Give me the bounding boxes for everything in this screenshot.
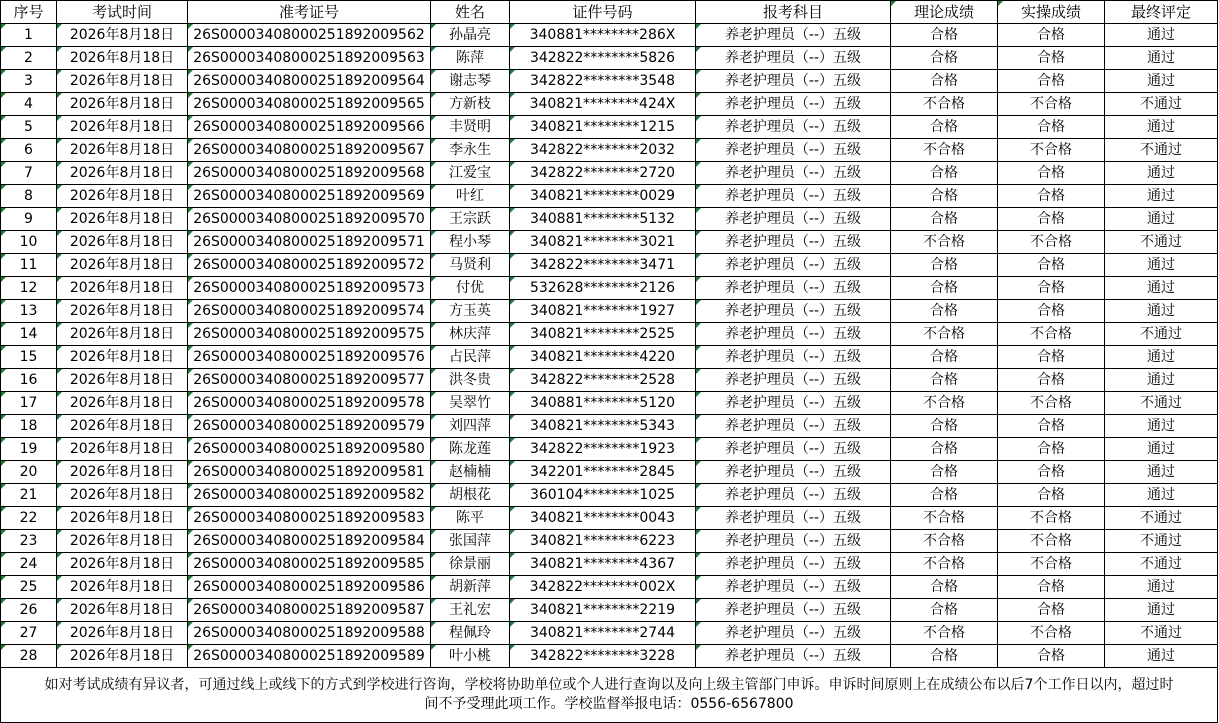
table-row (1, 208, 1218, 231)
cell-subject[interactable]: 养老护理员（--）五级 (696, 300, 891, 323)
header-cell-exam-date[interactable]: 考试时间 (57, 1, 188, 24)
cell-theory-score[interactable]: 不合格 (891, 392, 998, 415)
cell-practical-score[interactable]: 合格 (998, 185, 1105, 208)
table-row (1, 300, 1218, 323)
cell-final-result[interactable]: 通过 (1105, 162, 1218, 185)
cell-index[interactable]: 4 (1, 93, 57, 116)
cell-id-number[interactable]: 340821********0043 (510, 507, 696, 530)
cell-practical-score[interactable]: 不合格 (998, 231, 1105, 254)
cell-subject[interactable]: 养老护理员（--）五级 (696, 576, 891, 599)
cell-practical-score[interactable]: 合格 (998, 300, 1105, 323)
cell-ticket-number[interactable]: 26S00003408000251892009588 (188, 622, 431, 645)
note-text[interactable]: 如对考试成绩有异议者，可通过线上或线下的方式到学校进行咨询，学校将协助单位或个人进行查询以及向上级主管部门申诉。申诉时间原则上在成绩公布以后7个工作日以内，超过时间不予受理此项工作。学校监督举报电话：0556-6567800 (1, 668, 1218, 723)
cell-subject[interactable]: 养老护理员（--）五级 (696, 93, 891, 116)
cell-theory-score[interactable]: 合格 (891, 277, 998, 300)
cell-id-number[interactable]: 340821********424X (510, 93, 696, 116)
table-row (1, 254, 1218, 277)
cell-practical-score[interactable]: 合格 (998, 24, 1105, 47)
cell-name[interactable]: 江爱宝 (431, 162, 510, 185)
cell-theory-score[interactable]: 合格 (891, 208, 998, 231)
cell-theory-score[interactable]: 不合格 (891, 93, 998, 116)
cell-index[interactable]: 19 (1, 438, 57, 461)
cell-ticket-number[interactable]: 26S00003408000251892009564 (188, 70, 431, 93)
cell-id-number[interactable]: 340821********3021 (510, 231, 696, 254)
cell-name[interactable]: 李永生 (431, 139, 510, 162)
cell-theory-score[interactable]: 不合格 (891, 553, 998, 576)
cell-theory-score[interactable]: 合格 (891, 162, 998, 185)
cell-id-number[interactable]: 342822********1923 (510, 438, 696, 461)
header-cell-ticket-number[interactable]: 准考证号 (188, 1, 431, 24)
cell-theory-score[interactable]: 合格 (891, 300, 998, 323)
table-row (1, 139, 1218, 162)
cell-id-number[interactable]: 340881********5120 (510, 392, 696, 415)
cell-name[interactable]: 张国萍 (431, 530, 510, 553)
table-row (1, 553, 1218, 576)
cell-name[interactable]: 吴翠竹 (431, 392, 510, 415)
cell-ticket-number[interactable]: 26S00003408000251892009589 (188, 645, 431, 668)
cell-exam-date[interactable]: 2026年8月18日 (57, 392, 188, 415)
cell-index[interactable]: 12 (1, 277, 57, 300)
cell-name[interactable]: 王礼宏 (431, 599, 510, 622)
cell-theory-score[interactable]: 不合格 (891, 231, 998, 254)
cell-final-result[interactable]: 不通过 (1105, 553, 1218, 576)
cell-theory-score[interactable]: 合格 (891, 415, 998, 438)
cell-index[interactable]: 22 (1, 507, 57, 530)
cell-exam-date[interactable]: 2026年8月18日 (57, 622, 188, 645)
cell-final-result[interactable]: 不通过 (1105, 231, 1218, 254)
cell-ticket-number[interactable]: 26S00003408000251892009579 (188, 415, 431, 438)
cell-final-result[interactable]: 不通过 (1105, 93, 1218, 116)
cell-index[interactable]: 1 (1, 24, 57, 47)
cell-id-number[interactable]: 340821********0029 (510, 185, 696, 208)
cell-subject[interactable]: 养老护理员（--）五级 (696, 530, 891, 553)
cell-final-result[interactable]: 通过 (1105, 576, 1218, 599)
cell-subject[interactable]: 养老护理员（--）五级 (696, 47, 891, 70)
cell-final-result[interactable]: 通过 (1105, 415, 1218, 438)
cell-name[interactable]: 占民萍 (431, 346, 510, 369)
cell-theory-score[interactable]: 合格 (891, 47, 998, 70)
cell-id-number[interactable]: 340821********2219 (510, 599, 696, 622)
cell-subject[interactable]: 养老护理员（--）五级 (696, 24, 891, 47)
table-row (1, 484, 1218, 507)
cell-ticket-number[interactable]: 26S00003408000251892009566 (188, 116, 431, 139)
cell-theory-score[interactable]: 不合格 (891, 622, 998, 645)
cell-subject[interactable]: 养老护理员（--）五级 (696, 162, 891, 185)
cell-subject[interactable]: 养老护理员（--）五级 (696, 185, 891, 208)
cell-name[interactable]: 陈龙莲 (431, 438, 510, 461)
cell-id-number[interactable]: 360104********1025 (510, 484, 696, 507)
cell-ticket-number[interactable]: 26S00003408000251892009572 (188, 254, 431, 277)
cell-name[interactable]: 方玉英 (431, 300, 510, 323)
table-row (1, 346, 1218, 369)
cell-id-number[interactable]: 342822********3471 (510, 254, 696, 277)
cell-theory-score[interactable]: 合格 (891, 369, 998, 392)
cell-index[interactable]: 28 (1, 645, 57, 668)
cell-index[interactable]: 18 (1, 415, 57, 438)
cell-exam-date[interactable]: 2026年8月18日 (57, 208, 188, 231)
cell-ticket-number[interactable]: 26S00003408000251892009581 (188, 461, 431, 484)
cell-subject[interactable]: 养老护理员（--）五级 (696, 116, 891, 139)
cell-final-result[interactable]: 通过 (1105, 346, 1218, 369)
cell-theory-score[interactable]: 不合格 (891, 323, 998, 346)
cell-id-number[interactable]: 342822********3228 (510, 645, 696, 668)
table-row (1, 323, 1218, 346)
cell-practical-score[interactable]: 合格 (998, 369, 1105, 392)
header-cell-subject[interactable]: 报考科目 (696, 1, 891, 24)
cell-id-number[interactable]: 340821********1927 (510, 300, 696, 323)
cell-practical-score[interactable]: 合格 (998, 415, 1105, 438)
cell-name[interactable]: 叶红 (431, 185, 510, 208)
cell-index[interactable]: 5 (1, 116, 57, 139)
cell-final-result[interactable]: 不通过 (1105, 323, 1218, 346)
cell-exam-date[interactable]: 2026年8月18日 (57, 24, 188, 47)
cell-theory-score[interactable]: 合格 (891, 185, 998, 208)
cell-exam-date[interactable]: 2026年8月18日 (57, 346, 188, 369)
header-row (1, 1, 1218, 24)
cell-ticket-number[interactable]: 26S00003408000251892009568 (188, 162, 431, 185)
cell-final-result[interactable]: 通过 (1105, 24, 1218, 47)
cell-theory-score[interactable]: 合格 (891, 70, 998, 93)
cell-practical-score[interactable]: 不合格 (998, 392, 1105, 415)
cell-practical-score[interactable]: 合格 (998, 461, 1105, 484)
cell-subject[interactable]: 养老护理员（--）五级 (696, 139, 891, 162)
cell-id-number[interactable]: 340821********2744 (510, 622, 696, 645)
header-cell-final-result[interactable]: 最终评定 (1105, 1, 1218, 24)
table-row (1, 438, 1218, 461)
cell-name[interactable]: 林庆萍 (431, 323, 510, 346)
cell-ticket-number[interactable]: 26S00003408000251892009586 (188, 576, 431, 599)
cell-practical-score[interactable]: 不合格 (998, 622, 1105, 645)
header-cell-index[interactable]: 序号 (1, 1, 57, 24)
cell-id-number[interactable]: 342822********3548 (510, 70, 696, 93)
cell-index[interactable]: 6 (1, 139, 57, 162)
cell-theory-score[interactable]: 合格 (891, 576, 998, 599)
cell-practical-score[interactable]: 不合格 (998, 507, 1105, 530)
cell-index[interactable]: 23 (1, 530, 57, 553)
cell-index[interactable]: 13 (1, 300, 57, 323)
cell-practical-score[interactable]: 合格 (998, 576, 1105, 599)
cell-subject[interactable]: 养老护理员（--）五级 (696, 70, 891, 93)
cell-final-result[interactable]: 通过 (1105, 185, 1218, 208)
cell-index[interactable]: 27 (1, 622, 57, 645)
cell-name[interactable]: 程小琴 (431, 231, 510, 254)
cell-id-number[interactable]: 340821********2525 (510, 323, 696, 346)
cell-practical-score[interactable]: 合格 (998, 162, 1105, 185)
cell-exam-date[interactable]: 2026年8月18日 (57, 139, 188, 162)
cell-ticket-number[interactable]: 26S00003408000251892009580 (188, 438, 431, 461)
table-row (1, 645, 1218, 668)
cell-final-result[interactable]: 不通过 (1105, 507, 1218, 530)
cell-subject[interactable]: 养老护理员（--）五级 (696, 231, 891, 254)
cell-name[interactable]: 胡新萍 (431, 576, 510, 599)
cell-name[interactable]: 王宗跃 (431, 208, 510, 231)
cell-exam-date[interactable]: 2026年8月18日 (57, 645, 188, 668)
cell-theory-score[interactable]: 合格 (891, 599, 998, 622)
cell-exam-date[interactable]: 2026年8月18日 (57, 415, 188, 438)
cell-ticket-number[interactable]: 26S00003408000251892009574 (188, 300, 431, 323)
cell-theory-score[interactable]: 不合格 (891, 530, 998, 553)
cell-id-number[interactable]: 342822********5826 (510, 47, 696, 70)
table-row (1, 93, 1218, 116)
table-row (1, 622, 1218, 645)
cell-practical-score[interactable]: 合格 (998, 47, 1105, 70)
table-row (1, 392, 1218, 415)
cell-practical-score[interactable]: 合格 (998, 254, 1105, 277)
cell-index[interactable]: 2 (1, 47, 57, 70)
cell-index[interactable]: 25 (1, 576, 57, 599)
cell-id-number[interactable]: 340881********5132 (510, 208, 696, 231)
header-cell-theory-score[interactable]: 理论成绩 (891, 1, 998, 24)
cell-theory-score[interactable]: 合格 (891, 254, 998, 277)
cell-ticket-number[interactable]: 26S00003408000251892009571 (188, 231, 431, 254)
cell-final-result[interactable]: 通过 (1105, 438, 1218, 461)
cell-index[interactable]: 10 (1, 231, 57, 254)
table-row (1, 415, 1218, 438)
cell-index[interactable]: 21 (1, 484, 57, 507)
cell-final-result[interactable]: 不通过 (1105, 530, 1218, 553)
cell-index[interactable]: 3 (1, 70, 57, 93)
cell-id-number[interactable]: 340821********5343 (510, 415, 696, 438)
table-row (1, 461, 1218, 484)
cell-name[interactable]: 付优 (431, 277, 510, 300)
cell-subject[interactable]: 养老护理员（--）五级 (696, 254, 891, 277)
cell-final-result[interactable]: 不通过 (1105, 139, 1218, 162)
cell-name[interactable]: 陈平 (431, 507, 510, 530)
cell-index[interactable]: 16 (1, 369, 57, 392)
cell-name[interactable]: 徐景丽 (431, 553, 510, 576)
note-row (1, 668, 1218, 723)
cell-practical-score[interactable]: 合格 (998, 277, 1105, 300)
cell-exam-date[interactable]: 2026年8月18日 (57, 185, 188, 208)
cell-ticket-number[interactable]: 26S00003408000251892009583 (188, 507, 431, 530)
cell-subject[interactable]: 养老护理员（--）五级 (696, 208, 891, 231)
cell-practical-score[interactable]: 合格 (998, 116, 1105, 139)
cell-exam-date[interactable]: 2026年8月18日 (57, 438, 188, 461)
cell-practical-score[interactable]: 合格 (998, 645, 1105, 668)
table-row (1, 185, 1218, 208)
cell-ticket-number[interactable]: 26S00003408000251892009577 (188, 369, 431, 392)
cell-practical-score[interactable]: 合格 (998, 438, 1105, 461)
cell-subject[interactable]: 养老护理员（--）五级 (696, 277, 891, 300)
cell-id-number[interactable]: 342201********2845 (510, 461, 696, 484)
cell-index[interactable]: 7 (1, 162, 57, 185)
cell-subject[interactable]: 养老护理员（--）五级 (696, 415, 891, 438)
cell-name[interactable]: 刘四萍 (431, 415, 510, 438)
cell-subject[interactable]: 养老护理员（--）五级 (696, 507, 891, 530)
cell-theory-score[interactable]: 合格 (891, 346, 998, 369)
cell-id-number[interactable]: 340821********4220 (510, 346, 696, 369)
cell-exam-date[interactable]: 2026年8月18日 (57, 93, 188, 116)
cell-exam-date[interactable]: 2026年8月18日 (57, 576, 188, 599)
cell-theory-score[interactable]: 不合格 (891, 139, 998, 162)
cell-ticket-number[interactable]: 26S00003408000251892009562 (188, 24, 431, 47)
cell-index[interactable]: 24 (1, 553, 57, 576)
cell-final-result[interactable]: 不通过 (1105, 622, 1218, 645)
cell-exam-date[interactable]: 2026年8月18日 (57, 323, 188, 346)
cell-theory-score[interactable]: 合格 (891, 438, 998, 461)
cell-ticket-number[interactable]: 26S00003408000251892009585 (188, 553, 431, 576)
cell-index[interactable]: 11 (1, 254, 57, 277)
cell-practical-score[interactable]: 不合格 (998, 323, 1105, 346)
cell-practical-score[interactable]: 不合格 (998, 139, 1105, 162)
cell-final-result[interactable]: 通过 (1105, 277, 1218, 300)
table-row (1, 116, 1218, 139)
cell-id-number[interactable]: 340881********286X (510, 24, 696, 47)
cell-theory-score[interactable]: 不合格 (891, 507, 998, 530)
cell-final-result[interactable]: 通过 (1105, 369, 1218, 392)
cell-final-result[interactable]: 通过 (1105, 645, 1218, 668)
table-row (1, 277, 1218, 300)
cell-name[interactable]: 陈萍 (431, 47, 510, 70)
cell-exam-date[interactable]: 2026年8月18日 (57, 116, 188, 139)
cell-final-result[interactable]: 通过 (1105, 254, 1218, 277)
cell-practical-score[interactable]: 不合格 (998, 530, 1105, 553)
cell-practical-score[interactable]: 合格 (998, 208, 1105, 231)
cell-practical-score[interactable]: 合格 (998, 599, 1105, 622)
cell-ticket-number[interactable]: 26S00003408000251892009567 (188, 139, 431, 162)
cell-index[interactable]: 8 (1, 185, 57, 208)
cell-id-number[interactable]: 532628********2126 (510, 277, 696, 300)
cell-subject[interactable]: 养老护理员（--）五级 (696, 369, 891, 392)
table-row (1, 530, 1218, 553)
cell-subject[interactable]: 养老护理员（--）五级 (696, 461, 891, 484)
cell-subject[interactable]: 养老护理员（--）五级 (696, 438, 891, 461)
cell-index[interactable]: 26 (1, 599, 57, 622)
cell-ticket-number[interactable]: 26S00003408000251892009578 (188, 392, 431, 415)
cell-subject[interactable]: 养老护理员（--）五级 (696, 599, 891, 622)
cell-index[interactable]: 14 (1, 323, 57, 346)
table-row (1, 369, 1218, 392)
cell-ticket-number[interactable]: 26S00003408000251892009584 (188, 530, 431, 553)
cell-name[interactable]: 胡根花 (431, 484, 510, 507)
cell-name[interactable]: 赵楠楠 (431, 461, 510, 484)
cell-index[interactable]: 20 (1, 461, 57, 484)
cell-exam-date[interactable]: 2026年8月18日 (57, 277, 188, 300)
cell-practical-score[interactable]: 合格 (998, 484, 1105, 507)
cell-subject[interactable]: 养老护理员（--）五级 (696, 645, 891, 668)
cell-final-result[interactable]: 通过 (1105, 47, 1218, 70)
cell-ticket-number[interactable]: 26S00003408000251892009573 (188, 277, 431, 300)
cell-ticket-number[interactable]: 26S00003408000251892009570 (188, 208, 431, 231)
cell-name[interactable]: 丰贤明 (431, 116, 510, 139)
cell-name[interactable]: 马贤利 (431, 254, 510, 277)
cell-final-result[interactable]: 通过 (1105, 461, 1218, 484)
cell-subject[interactable]: 养老护理员（--）五级 (696, 553, 891, 576)
cell-final-result[interactable]: 通过 (1105, 300, 1218, 323)
table-row (1, 162, 1218, 185)
cell-name[interactable]: 谢志琴 (431, 70, 510, 93)
cell-theory-score[interactable]: 合格 (891, 116, 998, 139)
cell-id-number[interactable]: 342822********002X (510, 576, 696, 599)
header-cell-id-number[interactable]: 证件号码 (510, 1, 696, 24)
cell-id-number[interactable]: 340821********6223 (510, 530, 696, 553)
cell-name[interactable]: 洪冬贵 (431, 369, 510, 392)
cell-exam-date[interactable]: 2026年8月18日 (57, 484, 188, 507)
cell-ticket-number[interactable]: 26S00003408000251892009563 (188, 47, 431, 70)
table-row (1, 507, 1218, 530)
header-cell-name[interactable]: 姓名 (431, 1, 510, 24)
cell-final-result[interactable]: 通过 (1105, 208, 1218, 231)
cell-index[interactable]: 9 (1, 208, 57, 231)
cell-exam-date[interactable]: 2026年8月18日 (57, 553, 188, 576)
cell-exam-date[interactable]: 2026年8月18日 (57, 231, 188, 254)
table-row (1, 47, 1218, 70)
cell-subject[interactable]: 养老护理员（--）五级 (696, 346, 891, 369)
header-cell-practical-score[interactable]: 实操成绩 (998, 1, 1105, 24)
cell-subject[interactable]: 养老护理员（--）五级 (696, 622, 891, 645)
cell-ticket-number[interactable]: 26S00003408000251892009587 (188, 599, 431, 622)
cell-id-number[interactable]: 342822********2720 (510, 162, 696, 185)
cell-ticket-number[interactable]: 26S00003408000251892009575 (188, 323, 431, 346)
cell-exam-date[interactable]: 2026年8月18日 (57, 507, 188, 530)
table-row (1, 231, 1218, 254)
cell-final-result[interactable]: 通过 (1105, 116, 1218, 139)
cell-ticket-number[interactable]: 26S00003408000251892009565 (188, 93, 431, 116)
cell-exam-date[interactable]: 2026年8月18日 (57, 162, 188, 185)
cell-subject[interactable]: 养老护理员（--）五级 (696, 323, 891, 346)
cell-exam-date[interactable]: 2026年8月18日 (57, 47, 188, 70)
cell-final-result[interactable]: 通过 (1105, 484, 1218, 507)
cell-name[interactable]: 叶小桃 (431, 645, 510, 668)
cell-practical-score[interactable]: 合格 (998, 70, 1105, 93)
cell-practical-score[interactable]: 不合格 (998, 553, 1105, 576)
cell-final-result[interactable]: 通过 (1105, 599, 1218, 622)
cell-exam-date[interactable]: 2026年8月18日 (57, 369, 188, 392)
table-row (1, 24, 1218, 47)
cell-exam-date[interactable]: 2026年8月18日 (57, 254, 188, 277)
cell-subject[interactable]: 养老护理员（--）五级 (696, 484, 891, 507)
cell-exam-date[interactable]: 2026年8月18日 (57, 599, 188, 622)
cell-theory-score[interactable]: 合格 (891, 24, 998, 47)
cell-ticket-number[interactable]: 26S00003408000251892009582 (188, 484, 431, 507)
cell-id-number[interactable]: 340821********4367 (510, 553, 696, 576)
cell-ticket-number[interactable]: 26S00003408000251892009576 (188, 346, 431, 369)
cell-theory-score[interactable]: 合格 (891, 484, 998, 507)
table-body (1, 24, 1218, 668)
cell-exam-date[interactable]: 2026年8月18日 (57, 461, 188, 484)
table-row (1, 70, 1218, 93)
cell-ticket-number[interactable]: 26S00003408000251892009569 (188, 185, 431, 208)
cell-exam-date[interactable]: 2026年8月18日 (57, 300, 188, 323)
cell-practical-score[interactable]: 合格 (998, 346, 1105, 369)
cell-name[interactable]: 程佩玲 (431, 622, 510, 645)
cell-theory-score[interactable]: 合格 (891, 461, 998, 484)
cell-id-number[interactable]: 342822********2528 (510, 369, 696, 392)
cell-practical-score[interactable]: 不合格 (998, 93, 1105, 116)
cell-subject[interactable]: 养老护理员（--）五级 (696, 392, 891, 415)
cell-name[interactable]: 孙晶亮 (431, 24, 510, 47)
table-row (1, 599, 1218, 622)
table-row (1, 576, 1218, 599)
cell-exam-date[interactable]: 2026年8月18日 (57, 530, 188, 553)
cell-index[interactable]: 17 (1, 392, 57, 415)
cell-id-number[interactable]: 342822********2032 (510, 139, 696, 162)
cell-id-number[interactable]: 340821********1215 (510, 116, 696, 139)
cell-exam-date[interactable]: 2026年8月18日 (57, 70, 188, 93)
cell-theory-score[interactable]: 合格 (891, 645, 998, 668)
cell-name[interactable]: 方新枝 (431, 93, 510, 116)
cell-index[interactable]: 15 (1, 346, 57, 369)
cell-final-result[interactable]: 通过 (1105, 70, 1218, 93)
cell-final-result[interactable]: 不通过 (1105, 392, 1218, 415)
